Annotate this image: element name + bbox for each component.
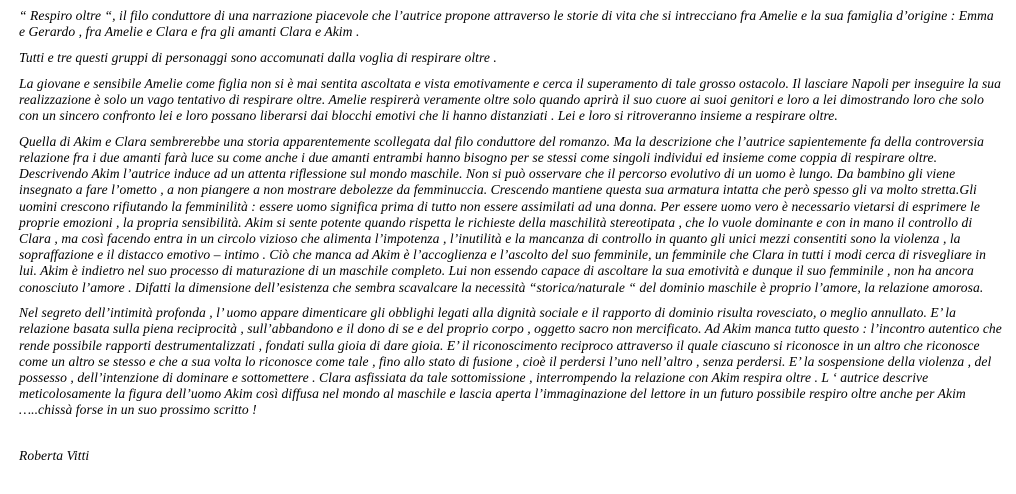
paragraph-intimacy: Nel segreto dell’intimità profonda , l’ uomo appare dimenticare gli obblighi legati alla dignità sociale e il rapporto di dominio risulta rovesciato, o meglio annullato. E’ la relazione basata sulla piena reciprocità , sull’abbandono e il dono di se e del proprio corpo , oggetto sacro non mercificato. Ad Akim manca tutto questo : l’incontro autentico che rende possibile rapporti destrumentalizzati , fondati sulla gioia di dare gioia. E’ il riconoscimento reciproco attraverso il quale ciascuno si riconosce in un altro che riconosce come un altro se stesso e che a sua volta lo riconosce come tale , fino allo stato di fusione , cioè il perdersi l’uno nell’altro , senza perdersi. E’ la sospensione della violenza , del possesso , dell’intenzione di dominare e sottomettere . Clara asfissiata da tale sottomissione , interrompendo la relazione con Akim respira oltre . L ‘ autrice descrive meticolosamente la figura dell’uomo Akim così diffusa nel mondo al maschile e lascia aperta l’immaginazione del lettore in un futuro possibile respiro oltre anche per Akim …..chissà forse in un suo prossimo scritto !: [19, 305, 1002, 418]
author-signature: Roberta Vitti: [19, 447, 90, 463]
paragraph-amelie: La giovane e sensibile Amelie come figlia non si è mai sentita ascoltata e vista emotivamente e cerca il superamento di tale grosso ostacolo. Il lasciare Napoli per inseguire la sua realizzazione è solo un vago tentativo di respirare oltre. Amelie respirerà veramente oltre solo quando aprirà il suo cuore ai suoi genitori e loro a lei dimostrando loro che solo con un sincero confronto lei e loro possano liberarsi dai blocchi emotivi che li hanno distanziati . Lei e loro si ritroveranno insieme a respirare oltre.: [19, 75, 1001, 124]
paragraph-intro: “ Respiro oltre “, il filo conduttore di una narrazione piacevole che l’autrice propone attraverso le storie di vita che si intrecciano fra Amelie e la sua famiglia d’origine : Emma e Gerardo , fra Amelie e Clara e fra gli amanti Clara e Akim .: [19, 8, 994, 40]
document-body: [19, 8, 1003, 473]
paragraph-akim-clara: Quella di Akim e Clara sembrerebbe una storia apparentemente scollegata dal filo conduttore del romanzo. Ma la descrizione che l’autrice sapientemente fa della controversia relazione fra i due amanti farà luce su come anche i due amanti entrambi hanno bisogno per se stessi come singoli individui ed insieme come coppia di respirare oltre. Descrivendo Akim l’autrice induce ad un attenta riflessione sul mondo maschile. Non si può osservare che il percorso evolutivo di un uomo è lungo. Da bambino gli viene insegnato a fare l’ometto , a non piangere a non mostrare debolezze da femminuccia. Crescendo mantiene questa sua armatura intatta che però spesso gli va molto stretta.Gli uomini crescono rifiutando la femminilità : essere uomo significa prima di tutto non essere assimilati ad una donna. Per essere uomo vero è necessario vietarsi di esprimere le proprie emozioni , la propria sensibilità. Akim si sente potente quando rispetta le richieste della maschilità stereotipata , che lo vuole dominante e con in mano il controllo di Clara , ma così facendo entra in un circolo vizioso che alimenta l’impotenza , l’inutilità e la mancanza di controllo in quanto gli unici mezzi consentiti sono la violenza , la sopraffazione e il distacco emotivo – intimo . Ciò che manca ad Akim è l’accoglienza e l’ascolto del suo femminile, un femminile che Clara in tutti i modi cerca di risvegliare in lui. Akim è indietro nel suo processo di maturazione di un maschile completo. Lui non essendo capace di ascoltare la sua emotività e dunque il suo femminile , non ha ancora conosciuto l’amore . Difatti la dimensione dell’esistenza che sembra scavalcare la necessità “storica/naturale “ del dominio maschile è proprio l’amore, la relazione amorosa.: [19, 133, 986, 295]
paragraph-groups: Tutti e tre questi gruppi di personaggi sono accomunati dalla voglia di respirare oltre .: [19, 49, 497, 65]
